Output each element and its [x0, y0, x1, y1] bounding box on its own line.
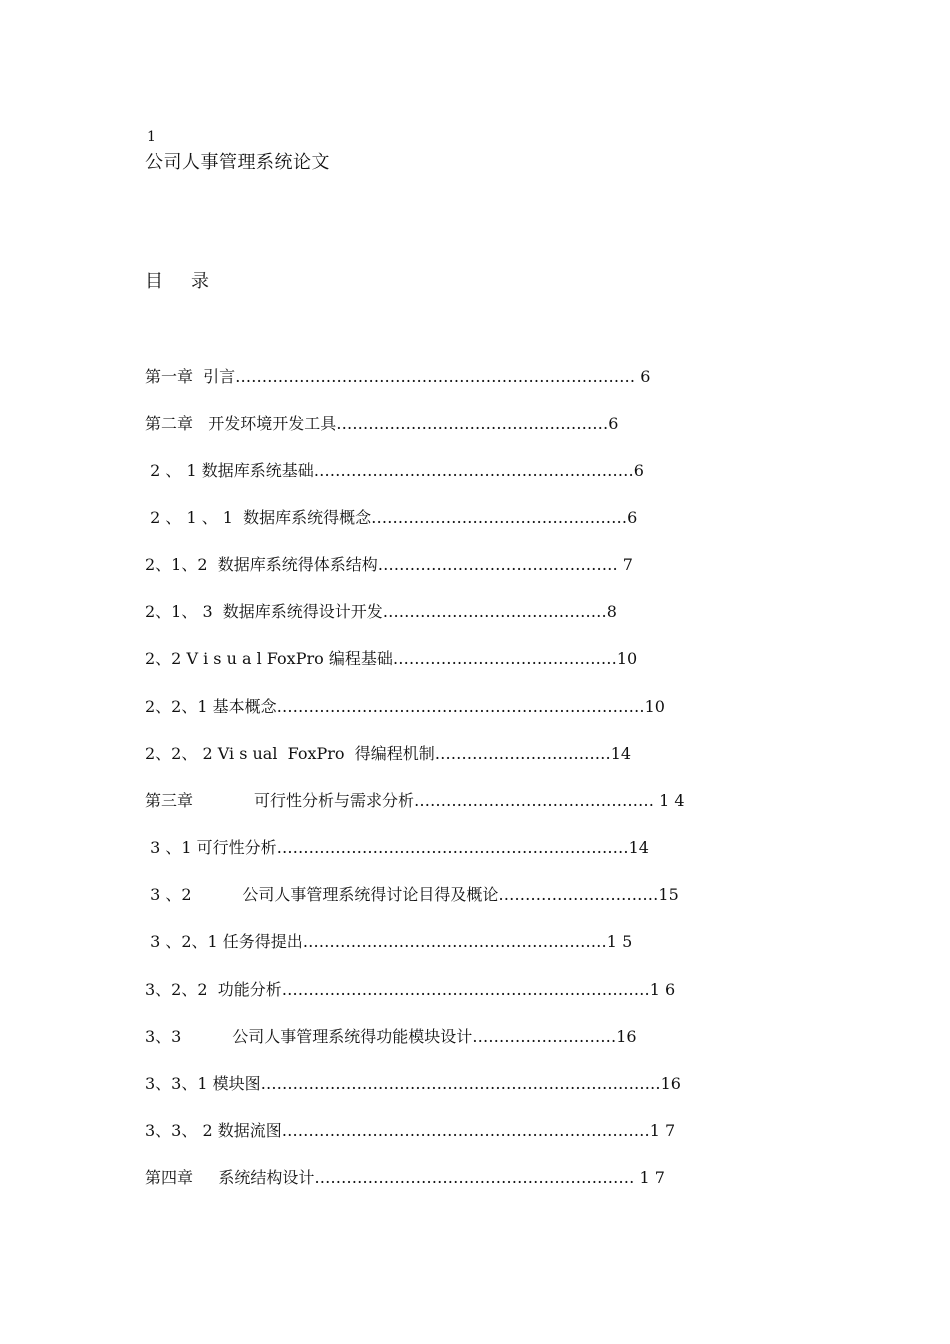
toc-entry: 3、3、1 模块图…………………………………………………………………16	[145, 1074, 681, 1093]
toc-entry: 2、1、 3 数据库系统得设计开发……………………………………8	[145, 602, 617, 621]
toc-entry: 2 、 1 、 1 数据库系统得概念…………………………………………6	[145, 508, 638, 527]
toc-entry: 第一章 引言………………………………………………………………… 6	[145, 367, 651, 386]
page-number: 1	[147, 129, 156, 145]
toc-entry: 第二章 开发环境开发工具……………………………………………6	[145, 414, 619, 433]
document-title: 公司人事管理系统论文	[145, 152, 330, 173]
toc-entry: 2 、 1 数据库系统基础……………………………………………………6	[145, 461, 644, 480]
toc-heading-part1: 目	[145, 271, 163, 292]
toc-entry: 3、3、 2 数据流图……………………………………………………………1 7	[145, 1121, 676, 1140]
toc-entry: 2、2、1 基本概念……………………………………………………………10	[145, 697, 665, 716]
toc-entry: 第四章 系统结构设计…………………………………………………… 1 7	[145, 1168, 665, 1187]
toc-entry: 3、3 公司人事管理系统得功能模块设计………………………16	[145, 1027, 637, 1046]
toc-entry: 2、2 V i s u a l FoxPro 编程基础……………………………………10	[145, 649, 638, 668]
toc-entry: 3 、2、1 任务得提出…………………………………………………1 5	[145, 932, 633, 951]
toc-entry: 3 、2 公司人事管理系统得讨论目得及概论…………………………15	[145, 885, 679, 904]
toc-entry: 3 、1 可行性分析…………………………………………………………14	[145, 838, 649, 857]
toc-entry: 2、2、 2 Vi s ual FoxPro 得编程机制……………………………14	[145, 744, 632, 763]
toc-entry: 2、1、2 数据库系统得体系结构……………………………………… 7	[145, 555, 633, 574]
toc-heading-part2: 录	[191, 271, 209, 292]
toc-entry: 3、2、2 功能分析……………………………………………………………1 6	[145, 980, 676, 999]
toc-entry: 第三章 可行性分析与需求分析……………………………………… 1 4	[145, 791, 685, 810]
